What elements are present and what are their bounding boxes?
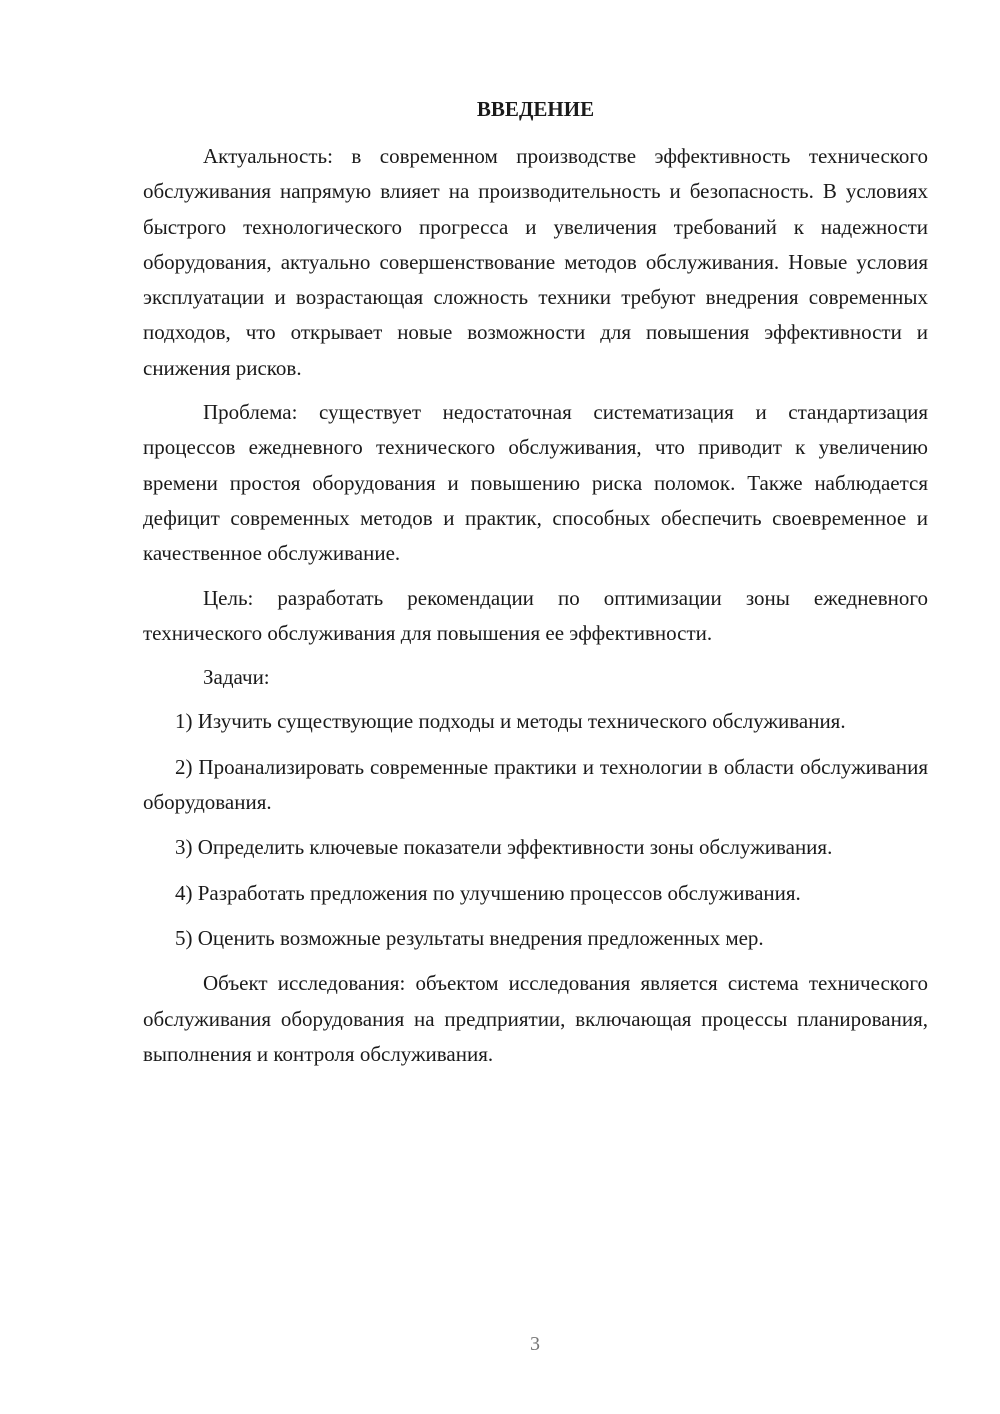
page-content	[143, 92, 928, 1081]
task-item-3: 3) Определить ключевые показатели эффективности зоны обслуживания.	[175, 835, 833, 860]
object-paragraph: Объект исследования: объектом исследования является система технического обслуживания оборудования на предприятии, включающая процессы планирования, выполнения и контроля обслуживания.	[143, 971, 928, 1066]
problem-paragraph: Проблема: существует недостаточная систематизация и стандартизация процессов ежедневного технического обслуживания, что приводит к увеличению времени простоя оборудования и повышению риска поломок. Также наблюдается дефицит современных методов и практик, способных обеспечить своевременное и качественное обслуживание.	[143, 400, 928, 566]
tasks-heading: Задачи:	[203, 665, 270, 690]
task-item-1: 1) Изучить существующие подходы и методы технического обслуживания.	[175, 709, 846, 734]
task-item-4: 4) Разработать предложения по улучшению процессов обслуживания.	[175, 880, 801, 905]
task-item-5: 5) Оценить возможные результаты внедрения предложенных мер.	[175, 925, 764, 950]
task-item-2: 2) Проанализировать современные практики и технологии в области обслуживания оборудования.	[143, 754, 928, 815]
relevance-paragraph: Актуальность: в современном производстве эффективность технического обслуживания напрямую влияет на производительность и безопасность. В условиях быстрого технологического прогресса и увеличения требований к надежности оборудования, актуально совершенствование методов обслуживания. Новые условия эксплуатации и возрастающая сложность техники требуют внедрения современных подходов, что открывает новые возможности для повышения эффективности и снижения рисков.	[143, 144, 928, 380]
page-number: 3	[530, 1333, 540, 1355]
goal-paragraph: Цель: разработать рекомендации по оптимизации зоны ежедневного технического обслуживания для повышения ее эффективности.	[143, 585, 928, 645]
section-title: ВВЕДЕНИЕ	[476, 97, 595, 121]
